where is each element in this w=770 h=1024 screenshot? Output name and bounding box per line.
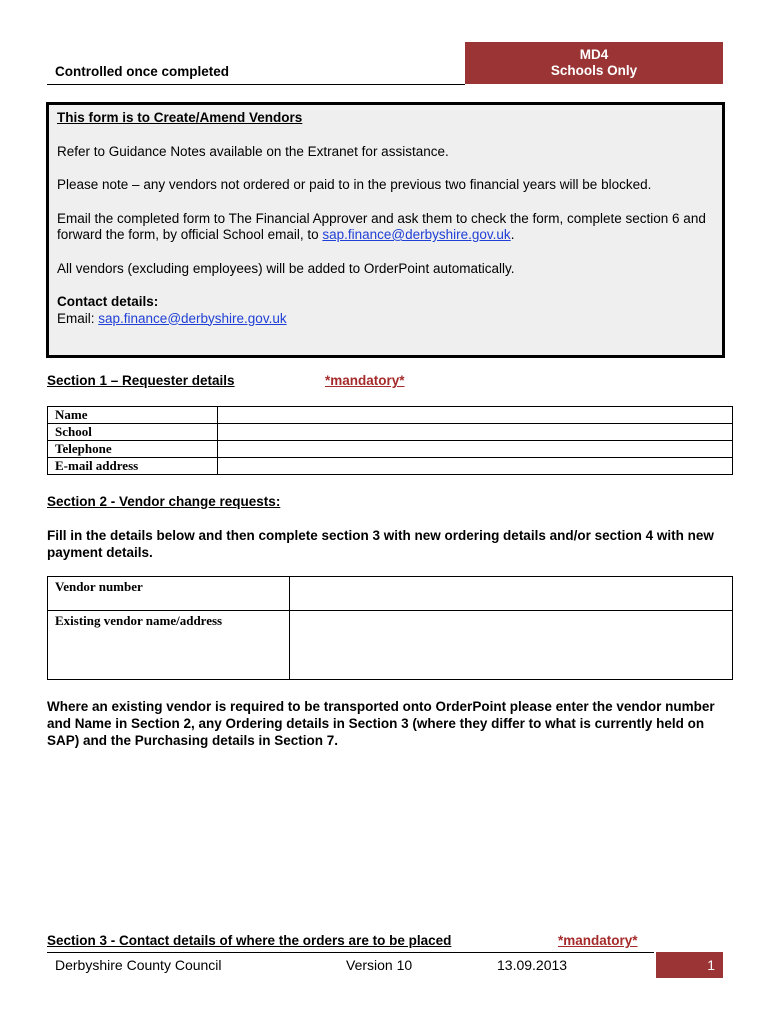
footer-date: 13.09.2013 xyxy=(497,957,568,973)
field-label-telephone: Telephone xyxy=(48,441,218,458)
telephone-input-cell[interactable] xyxy=(218,441,733,458)
email-input-cell[interactable] xyxy=(218,458,733,475)
email-instructions-text: Email the completed form to The Financial Approver and ask them to check the form, complete section 6 and forward the form, by official School email, to xyxy=(57,210,706,242)
table-row xyxy=(48,458,733,475)
section-1-mandatory: *mandatory* xyxy=(325,373,405,388)
section-2-title: Section 2 - Vendor change requests: xyxy=(47,494,281,509)
vendor-number-input-cell[interactable] xyxy=(290,577,733,611)
table-row xyxy=(48,441,733,458)
finance-email-link[interactable]: sap.finance@derbyshire.gov.uk xyxy=(322,227,511,242)
vendor-table xyxy=(47,576,733,680)
section-3-title: Section 3 - Contact details of where the orders are to be placed xyxy=(47,933,452,948)
table-row xyxy=(48,577,733,611)
table-row xyxy=(48,611,733,680)
footer-organisation: Derbyshire County Council xyxy=(55,957,222,973)
email-instructions xyxy=(57,211,714,244)
contact-email-label: Email: xyxy=(57,310,99,326)
contact-email-link[interactable]: sap.finance@derbyshire.gov.uk xyxy=(98,310,287,326)
header-control-text: Controlled once completed xyxy=(55,64,230,79)
field-label-email: E-mail address xyxy=(48,458,218,475)
info-box xyxy=(46,102,725,358)
email-instructions-end: . xyxy=(510,227,515,242)
section-3-mandatory: *mandatory* xyxy=(558,933,638,948)
footer-version: Version 10 xyxy=(346,957,413,973)
contact-heading: Contact details: xyxy=(57,294,159,309)
header-divider xyxy=(47,84,465,85)
form-code-badge xyxy=(465,42,723,84)
section-1-heading xyxy=(47,373,235,388)
field-label-vendor-number: Vendor number xyxy=(48,577,290,611)
section-1-title: Section 1 – Requester details xyxy=(47,373,235,388)
form-scope: Schools Only xyxy=(550,63,638,78)
field-label-school: School xyxy=(48,424,218,441)
table-row xyxy=(48,424,733,441)
field-label-name: Name xyxy=(48,407,218,424)
contact-email-line xyxy=(57,311,714,328)
guidance-text: Refer to Guidance Notes available on the Extranet for assistance. xyxy=(57,143,449,159)
name-input-cell[interactable] xyxy=(218,407,733,424)
school-input-cell[interactable] xyxy=(218,424,733,441)
requester-table xyxy=(47,406,733,475)
vendor-address-input-cell[interactable] xyxy=(290,611,733,680)
blocked-note: Please note – any vendors not ordered or paid to in the previous two financial years will be blocked. xyxy=(57,177,652,192)
page-number: 1 xyxy=(656,952,723,978)
section-2-instructions: Fill in the details below and then complete section 3 with new ordering details and/or section 4 with new payment details. xyxy=(47,528,714,560)
form-code: MD4 xyxy=(579,47,609,62)
field-label-vendor-address: Existing vendor name/address xyxy=(48,611,290,680)
orderpoint-note: All vendors (excluding employees) will be added to OrderPoint automatically. xyxy=(57,260,515,276)
table-row xyxy=(48,407,733,424)
orderpoint-transport-note: Where an existing vendor is required to be transported onto OrderPoint please enter the vendor number and Name in Section 2, any Ordering details in Section 3 (where they differ to what is currently held on SAP) and the Purchasing details in Section 7. xyxy=(47,699,715,748)
footer-divider xyxy=(47,952,654,953)
info-title: This form is to Create/Amend Vendors xyxy=(57,110,303,125)
